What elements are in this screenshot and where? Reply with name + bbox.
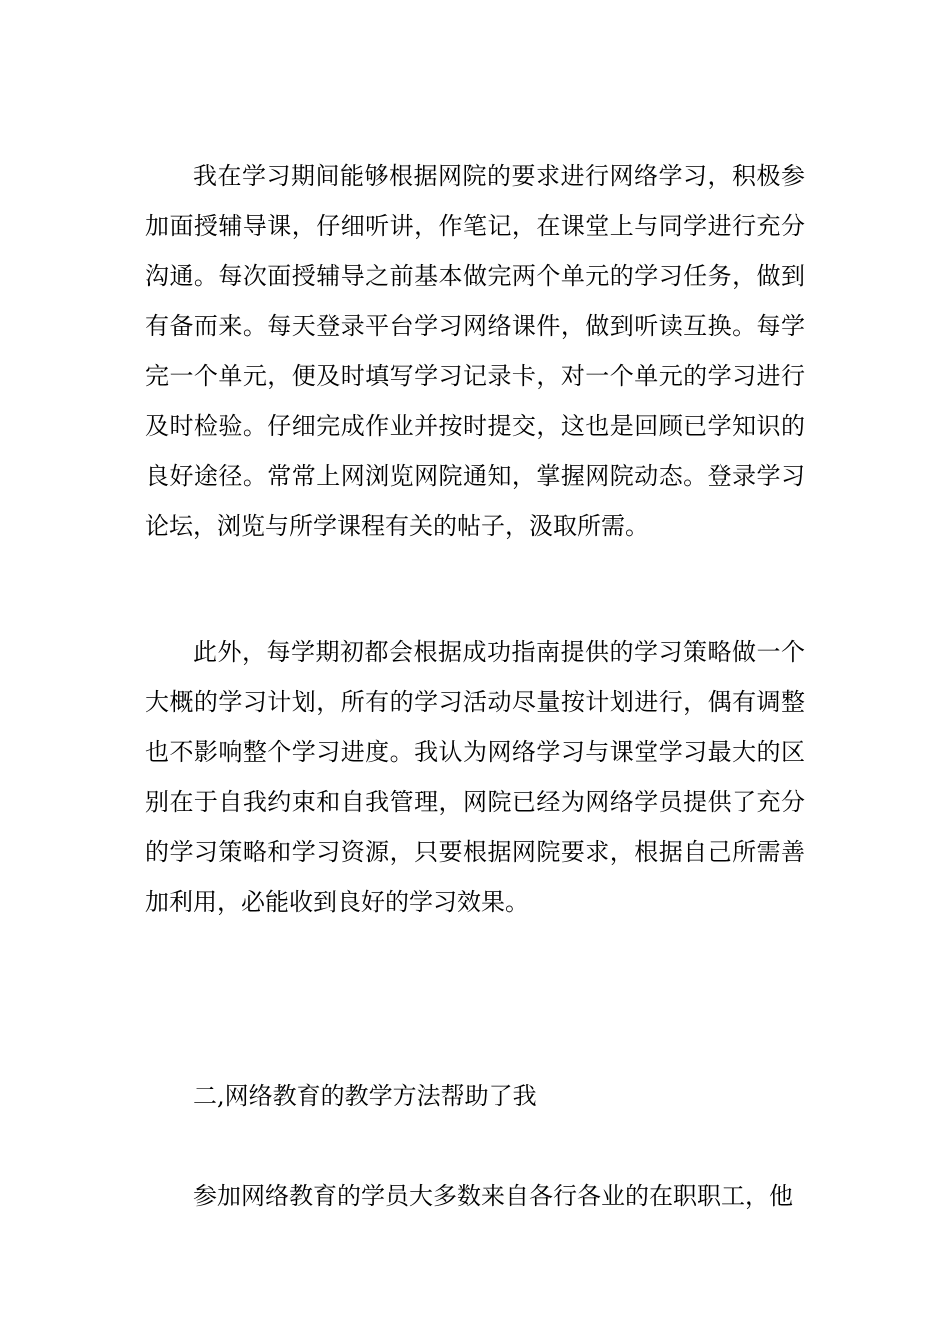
paragraph-learners: 参加网络教育的学员大多数来自各行各业的在职职工，他	[193, 1182, 793, 1210]
section-heading: 二,网络教育的教学方法帮助了我	[193, 1082, 537, 1110]
paragraph-study-habits: 我在学习期间能够根据网院的要求进行网络学习，积极参加面授辅导课，仔细听讲，作笔记，在课堂上与同学进行充分沟通。每次面授辅导之前基本做完两个单元的学习任务，做到有备而来。每天登录平台学习网络课件，做到听读互换。每学完一个单元，便及时填写学习记录卡，对一个单元的学习进行及时检验。仔细完成作业并按时提交，这也是回顾已学知识的良好途径。常常上网浏览网院通知，掌握网院动态。登录学习论坛，浏览与所学课程有关的帖子，汲取所需。	[145, 162, 805, 540]
paragraph-study-plan: 此外，每学期初都会根据成功指南提供的学习策略做一个大概的学习计划，所有的学习活动尽量按计划进行，偶有调整也不影响整个学习进度。我认为网络学习与课堂学习最大的区别在于自我约束和自我管理，网院已经为网络学员提供了充分的学习策略和学习资源，只要根据网院要求，根据自己所需善加利用，必能收到良好的学习效果。	[145, 638, 805, 916]
